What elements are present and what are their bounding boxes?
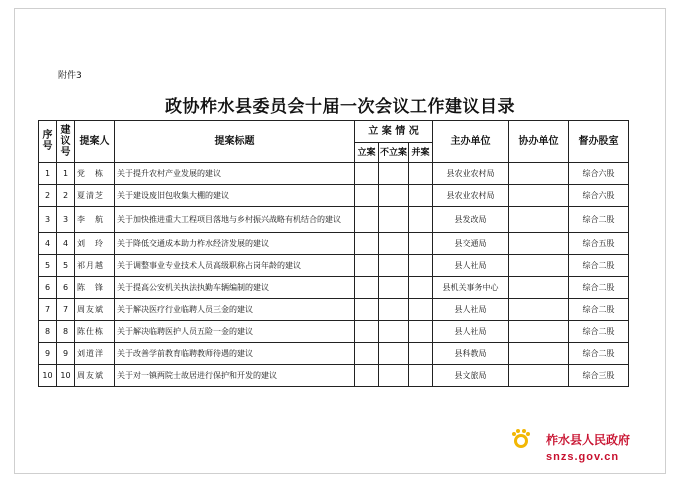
- cell-co-unit: [509, 299, 569, 321]
- cell-status-filed: [355, 321, 379, 343]
- cell-lead-unit: 县科教局: [433, 343, 509, 365]
- cell-status-merged: [409, 343, 433, 365]
- proposal-table: [38, 120, 629, 387]
- cell-status-filed: [355, 343, 379, 365]
- cell-proposer: 祁月越: [75, 255, 115, 277]
- cell-status-merged: [409, 299, 433, 321]
- cell-status-filed: [355, 185, 379, 207]
- cell-co-unit: [509, 343, 569, 365]
- header-status-group: 立 案 情 况: [355, 121, 433, 143]
- cell-seq: 2: [39, 185, 57, 207]
- footer-government-name: 柞水县人民政府: [546, 433, 631, 447]
- cell-seq: 8: [39, 321, 57, 343]
- cell-co-unit: [509, 277, 569, 299]
- table-row: [39, 343, 629, 365]
- cell-proposer: 夏清芝: [75, 185, 115, 207]
- cell-lead-unit: 县人社局: [433, 299, 509, 321]
- cell-proposer: 陈 锋: [75, 277, 115, 299]
- cell-suggestion-no: 4: [57, 233, 75, 255]
- cell-lead-unit: 县农业农村局: [433, 163, 509, 185]
- cell-supervisor: 综合二股: [569, 343, 629, 365]
- cell-proposal-title: 关于提升农村产业发展的建议: [115, 163, 355, 185]
- cell-status-merged: [409, 321, 433, 343]
- cell-supervisor: 综合二股: [569, 277, 629, 299]
- cell-status-filed: [355, 277, 379, 299]
- cell-co-unit: [509, 255, 569, 277]
- header-co-unit: 协办单位: [509, 121, 569, 163]
- table-row: [39, 163, 629, 185]
- cell-supervisor: 综合二股: [569, 299, 629, 321]
- cell-seq: 1: [39, 163, 57, 185]
- cell-status-merged: [409, 233, 433, 255]
- header-proposal-title: 提案标题: [115, 121, 355, 163]
- cell-status-not-filed: [379, 255, 409, 277]
- cell-seq: 10: [39, 365, 57, 387]
- cell-status-not-filed: [379, 277, 409, 299]
- cell-proposer: 刘 玲: [75, 233, 115, 255]
- cell-status-filed: [355, 255, 379, 277]
- cell-co-unit: [509, 207, 569, 233]
- cell-supervisor: 综合二股: [569, 321, 629, 343]
- cell-lead-unit: 县发改局: [433, 207, 509, 233]
- cell-proposer: 陈仕栋: [75, 321, 115, 343]
- cell-seq: 3: [39, 207, 57, 233]
- cell-lead-unit: 县人社局: [433, 321, 509, 343]
- cell-suggestion-no: 6: [57, 277, 75, 299]
- cell-status-not-filed: [379, 321, 409, 343]
- cell-proposal-title: 关于降低交通成本助力柞水经济发展的建议: [115, 233, 355, 255]
- header-lead-unit: 主办单位: [433, 121, 509, 163]
- cell-supervisor: 综合六股: [569, 163, 629, 185]
- cell-supervisor: 综合五股: [569, 233, 629, 255]
- government-emblem-icon: [510, 428, 532, 450]
- cell-status-not-filed: [379, 185, 409, 207]
- header-proposer: 提案人: [75, 121, 115, 163]
- document-title: 政协柞水县委员会十届一次会议工作建议目录: [165, 97, 515, 117]
- cell-lead-unit: 县农业农村局: [433, 185, 509, 207]
- table-row: [39, 233, 629, 255]
- table-row: [39, 207, 629, 233]
- cell-seq: 5: [39, 255, 57, 277]
- cell-proposal-title: 关于提高公安机关执法执勤车辆编制的建议: [115, 277, 355, 299]
- cell-seq: 4: [39, 233, 57, 255]
- cell-proposer: 李 航: [75, 207, 115, 233]
- cell-suggestion-no: 3: [57, 207, 75, 233]
- cell-status-merged: [409, 207, 433, 233]
- cell-status-merged: [409, 277, 433, 299]
- footer-url: snzs.gov.cn: [546, 451, 620, 463]
- cell-supervisor: 综合六股: [569, 185, 629, 207]
- table-row: [39, 321, 629, 343]
- header-status-merged: 并案: [409, 143, 433, 163]
- cell-proposer: 党 栋: [75, 163, 115, 185]
- cell-proposal-title: 关于建设废旧包收集大棚的建议: [115, 185, 355, 207]
- cell-lead-unit: 县交通局: [433, 233, 509, 255]
- cell-suggestion-no: 8: [57, 321, 75, 343]
- cell-lead-unit: 县文旅局: [433, 365, 509, 387]
- attachment-label: 附件3: [58, 71, 82, 81]
- cell-co-unit: [509, 321, 569, 343]
- cell-suggestion-no: 9: [57, 343, 75, 365]
- cell-proposal-title: 关于解决医疗行业临聘人员三金的建议: [115, 299, 355, 321]
- cell-seq: 9: [39, 343, 57, 365]
- cell-status-merged: [409, 255, 433, 277]
- header-supervisor: 督办股室: [569, 121, 629, 163]
- cell-status-merged: [409, 163, 433, 185]
- cell-status-not-filed: [379, 343, 409, 365]
- cell-proposer: 刘道洋: [75, 343, 115, 365]
- cell-proposal-title: 关于解决临聘医护人员五险一金的建议: [115, 321, 355, 343]
- cell-suggestion-no: 1: [57, 163, 75, 185]
- cell-suggestion-no: 5: [57, 255, 75, 277]
- cell-lead-unit: 县机关事务中心: [433, 277, 509, 299]
- cell-supervisor: 综合二股: [569, 207, 629, 233]
- cell-co-unit: [509, 233, 569, 255]
- table-row: [39, 299, 629, 321]
- table-row: [39, 255, 629, 277]
- header-suggestion-no: 建议号: [57, 121, 75, 163]
- cell-suggestion-no: 7: [57, 299, 75, 321]
- cell-seq: 7: [39, 299, 57, 321]
- cell-seq: 6: [39, 277, 57, 299]
- cell-status-filed: [355, 163, 379, 185]
- cell-proposal-title: 关于改善学前教育临聘教师待遇的建议: [115, 343, 355, 365]
- cell-co-unit: [509, 185, 569, 207]
- cell-lead-unit: 县人社局: [433, 255, 509, 277]
- cell-proposal-title: 关于对一镇两院士故居进行保护和开发的建议: [115, 365, 355, 387]
- cell-status-not-filed: [379, 163, 409, 185]
- cell-supervisor: 综合二股: [569, 255, 629, 277]
- cell-status-not-filed: [379, 207, 409, 233]
- cell-proposal-title: 关于加快推进重大工程项目落地与乡村振兴战略有机结合的建议: [115, 207, 355, 233]
- cell-status-merged: [409, 185, 433, 207]
- cell-proposer: 周友斌: [75, 365, 115, 387]
- header-status-not-filed: 不立案: [379, 143, 409, 163]
- table-row: [39, 365, 629, 387]
- cell-status-not-filed: [379, 365, 409, 387]
- cell-status-not-filed: [379, 299, 409, 321]
- cell-co-unit: [509, 163, 569, 185]
- cell-suggestion-no: 10: [57, 365, 75, 387]
- cell-status-filed: [355, 299, 379, 321]
- cell-proposer: 周友斌: [75, 299, 115, 321]
- cell-suggestion-no: 2: [57, 185, 75, 207]
- header-status-filed: 立案: [355, 143, 379, 163]
- cell-status-filed: [355, 365, 379, 387]
- cell-proposal-title: 关于调整事业专业技术人员高级职称占岗年龄的建议: [115, 255, 355, 277]
- cell-status-not-filed: [379, 233, 409, 255]
- table-row: [39, 185, 629, 207]
- table-row: [39, 277, 629, 299]
- header-seq: 序号: [39, 121, 57, 163]
- cell-status-filed: [355, 207, 379, 233]
- cell-supervisor: 综合三股: [569, 365, 629, 387]
- cell-status-merged: [409, 365, 433, 387]
- cell-status-filed: [355, 233, 379, 255]
- cell-co-unit: [509, 365, 569, 387]
